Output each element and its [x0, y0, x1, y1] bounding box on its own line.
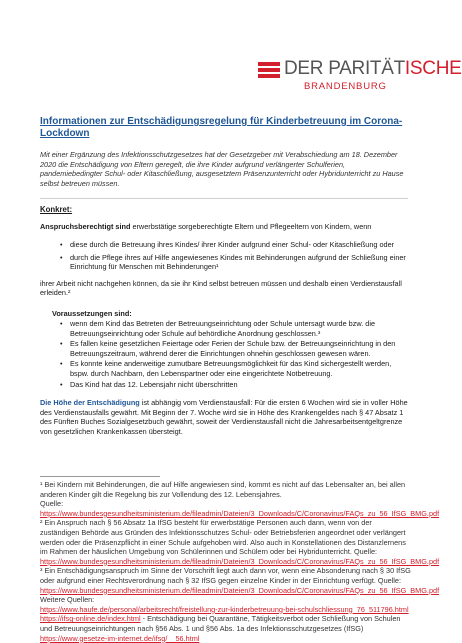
hoehe-paragraph: Die Höhe der Entschädigung ist abhängig vom Verdienstausfall: Für die ersten 6 Wochen wird sie in voller Höhe des Verdienstausfalls gewährt. Mit Beginn der 7. Woche wird sie in Höhe des Krankengeldes nach § 47 Absatz 1 des Fünften Buches Sozialgesetzbuch gewährt, soweit der Verdienstausfall nicht die Jahresarbeitsentgeltgrenze von gesetzlichen Krankenkassen übersteigt.: [40, 398, 408, 436]
footnotes: [40, 480, 412, 643]
konkret-heading: Konkret:: [40, 205, 408, 214]
footnote-line: [40, 634, 412, 643]
bullet-icon: •: [60, 339, 63, 349]
footnote-divider: [40, 476, 160, 477]
voraussetzungen-list: [40, 319, 408, 389]
logo-wordmark: DER PARITÄTISCHE: [284, 58, 462, 80]
document-body: [40, 116, 408, 436]
voraussetzungen-heading: Voraussetzungen sind:: [40, 309, 408, 318]
list-item: • Es fallen keine gesetzlichen Feiertage oder Ferien der Schule bzw. der Betreuungseinrichtung in den Betreuungszeitraum, während derer die Einrichtungen ohnehin geschlossen gewesen wären.: [70, 339, 408, 358]
bullet-icon: •: [60, 240, 63, 250]
intro-paragraph: Mit einer Ergänzung des Infektionsschutzgesetzes hat der Gesetzgeber mit Verabschiedung am 18. Dezember 2020 die Entschädigung von Eltern geregelt, die ihre Kinder aufgrund verlängerter Schulferien, pandemiebedingter Schul- oder Kitaschließung, ausgesetztem Präsenzunterricht oder Hybridunterricht zu Hause selbst betreuen müssen.: [40, 150, 408, 188]
logo-stripes-icon: [258, 62, 280, 78]
list-item: • Es konnte keine anderweitige zumutbare Betreuungsmöglichkeit für das Kind sichergestellt werden, bspw. durch Nachbarn, den Lebenspartner oder eine eingerichtete Notbetreuung.: [70, 359, 408, 378]
logo-region: BRANDENBURG: [304, 81, 387, 92]
anspruch-paragraph: Anspruchsberechtigt sind erwerbstätige sorgeberechtigte Eltern und Pflegeeltern von Kindern, wenn: [40, 222, 408, 232]
bullet-icon: •: [60, 319, 63, 329]
footnote-line: https://ifsg-online.de/index.html - Entschädigung bei Quarantäne, Tätigkeitsverbot oder Schließung von Schulen und Betreuungseinrichtungen nach §56 Abs. 1 und §56 Abs. 1a des Infektionsschutzgesetzes (IfSG): [40, 614, 412, 633]
footnote-link[interactable]: https://www.bundesgesundheitsministerium.de/fileadmin/Dateien/3_Downloads/C/Coronavirus/FAQs_zu_56_IfSG_BMG.pdf: [40, 509, 439, 518]
footnote-link[interactable]: https://www.haufe.de/personal/arbeitsrecht/freistellung-zur-kinderbetreuung-bei-schulschliessung_76_511796.html: [40, 605, 409, 614]
anspruch-list: [40, 240, 408, 272]
bullet-icon: •: [60, 380, 63, 390]
footnote-line: [40, 586, 412, 596]
list-item: • wenn dem Kind das Betreten der Betreuungseinrichtung oder Schule untersagt wurde bzw. die Betreuungseinrichtung oder Schule auf behördliche Anordnung geschlossen.³: [70, 319, 408, 338]
footnote-line: ² Ein Anspruch nach § 56 Absatz 1a IfSG besteht für erwerbstätige Personen auch dann, wenn von der zuständigen Behörde aus Gründen des Infektionsschutzes Schul- oder Betriebsferien angeordnet oder verlängert werden oder die Präsenzpflicht in einer Schule aufgehoben wird. Also auch in Konstellationen des Distanzlernens im Rahmen der häuslichen Umgebung von Schülerinnen und Schülern oder bei Hybridunterricht. Quelle:: [40, 518, 412, 556]
list-item: • diese durch die Betreuung ihres Kindes/ ihrer Kinder aufgrund einer Schul- oder Kitaschließung oder: [70, 240, 408, 250]
footnote-line: Quelle: https://www.bundesgesundheitsministerium.de/fileadmin/Dateien/3_Downloads/C/Coronavirus/FAQs_zu_56_IfSG_BMG.pdf: [40, 499, 412, 518]
footnote-link[interactable]: https://ifsg-online.de/index.html: [40, 614, 141, 623]
list-item: • durch die Pflege ihres auf Hilfe angewiesenes Kindes mit Behinderungen aufgrund der Schließung einer Einrichtung für Menschen mit Behinderungen¹: [70, 253, 408, 272]
footnote-link[interactable]: https://www.bundesgesundheitsministerium.de/fileadmin/Dateien/3_Downloads/C/Coronavirus/FAQs_zu_56_IfSG_BMG.pdf: [40, 557, 439, 566]
footnote-line: ¹ Bei Kindern mit Behinderungen, die auf Hilfe angewiesen sind, kommt es nicht auf das Lebensalter an, bei allen anderen Kinder gilt die Regelung bis zur Vollendung des 12. Lebensjahres.: [40, 480, 412, 499]
footnote-line: [40, 605, 412, 615]
section-divider: [40, 198, 408, 199]
bullet-icon: •: [60, 253, 63, 263]
footnote-line: Weitere Quellen:: [40, 595, 412, 605]
paritaetische-logo: [252, 58, 412, 98]
list-item: • Das Kind hat das 12. Lebensjahr nicht überschritten: [70, 380, 408, 390]
footnote-line: [40, 557, 412, 567]
bullet-icon: •: [60, 359, 63, 369]
verdienstausfall-paragraph: ihrer Arbeit nicht nachgehen können, da sie ihr Kind selbst betreuen müssen und deshalb einen Verdienstausfall erleiden.²: [40, 279, 408, 298]
footnote-link[interactable]: https://www.bundesgesundheitsministerium.de/fileadmin/Dateien/3_Downloads/C/Coronavirus/FAQs_zu_56_IfSG_BMG.pdf: [40, 586, 439, 595]
footnote-link[interactable]: https://www.gesetze-im-internet.de/ifsg/__56.html: [40, 634, 199, 643]
document-title: Informationen zur Entschädigungsregelung für Kinderbetreuung im Corona-Lockdown: [40, 116, 408, 140]
footnote-line: ³ Ein Entschädigungsanspruch im Sinne der Vorschrift liegt auch dann vor, wenn eine Absonderung nach § 30 IfSG oder aufgrund einer Rechtsverordnung nach § 32 IfSG gegen einzelne Kinder in der Einrichtung verfügt. Quelle:: [40, 566, 412, 585]
